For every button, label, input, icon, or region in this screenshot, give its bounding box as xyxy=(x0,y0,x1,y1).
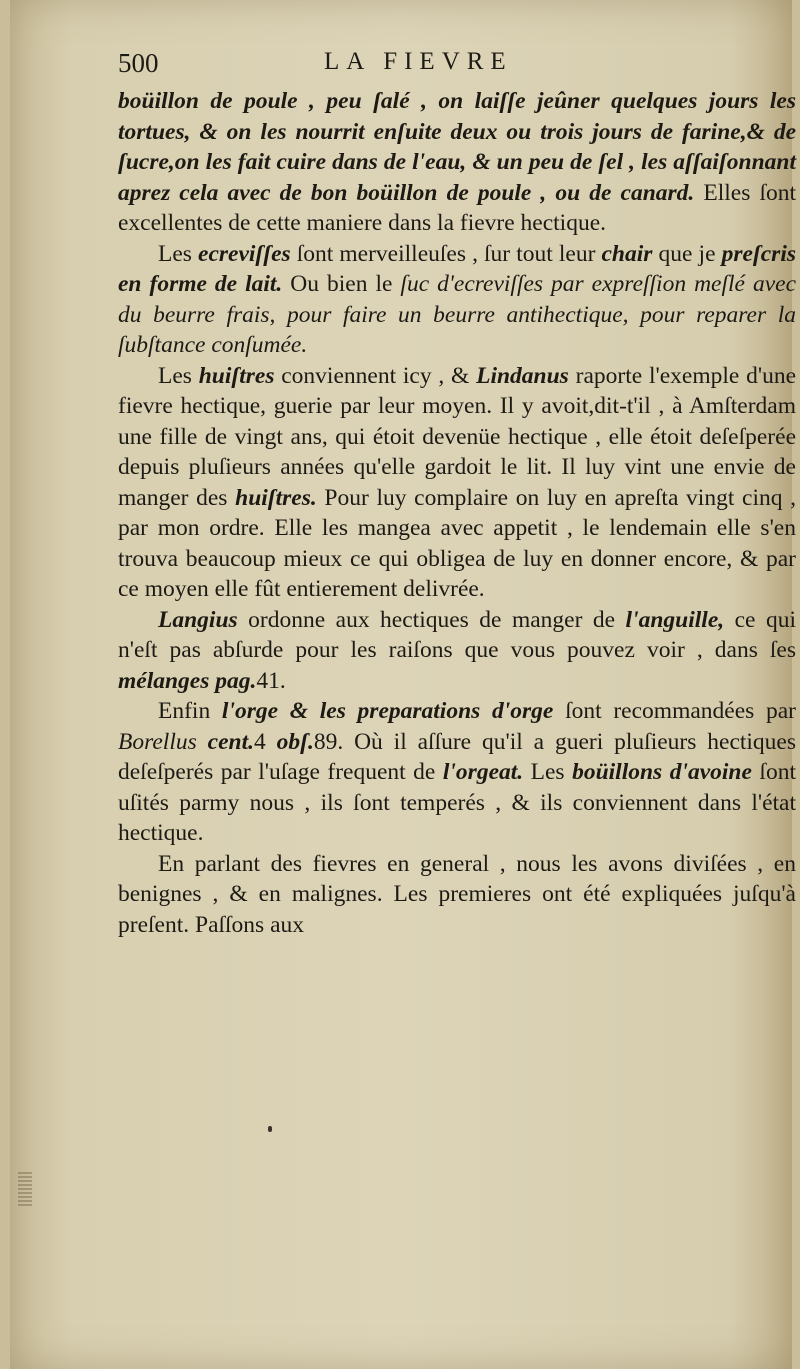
paragraph xyxy=(118,605,796,697)
paragraph xyxy=(118,239,796,361)
text-run: conviennent icy , & xyxy=(274,362,477,389)
italic-text-run: huiſtres xyxy=(198,362,275,389)
text-run: raporte l'exemple d'une fievre hectique, guerie par leur moyen. Il y avoit,dit-t'il , à Amſterdam une fille de vingt ans, qui étoit devenüe hectique , elle étoit deſeſperée depuis pluſieurs années qu'elle gardoit le lit. Il luy vint une envie de manger des xyxy=(118,362,797,511)
italic-text-run: boüillon de poule , peu ſalé , on laiſſe jeûner quelques jours les tortues, & on les nourrit enſuite deux ou trois jours de farine,& de ſucre,on les fait cuire dans de l'eau, & un peu de ſel , les aſſaiſonnant aprez cela avec de bon boüillon de poule , ou de canard. xyxy=(118,88,796,206)
italic-text-run: l'orgeat. xyxy=(442,759,524,785)
body-text xyxy=(118,86,796,940)
book-page xyxy=(10,0,797,1369)
paragraph xyxy=(118,86,796,239)
italic-text-run: Lindanus xyxy=(476,362,569,389)
italic-text-run: Langius xyxy=(158,606,238,633)
text-run: 4 xyxy=(253,728,277,755)
text-run: ſont merveilleuſes , ſur tout leur xyxy=(290,240,602,267)
italic-text-run: mélanges pag. xyxy=(118,667,257,694)
italic-text-run: Borellus xyxy=(118,728,197,755)
italic-text-run: boüillons d'avoine xyxy=(572,759,752,785)
text-run: Enfin xyxy=(158,698,222,724)
text-run: Elles ſont excellentes de cette maniere dans la fievre hectique. xyxy=(118,179,797,236)
paragraph xyxy=(118,361,796,605)
text-run: ſont uſités parmy nous , ils ſont temperés , & ils conviennent dans l'état hectique. xyxy=(118,759,796,846)
text-run: 41. xyxy=(256,667,286,694)
text-run: 89. Où il aſſure qu'il a gueri pluſieurs hectiques deſeſperés par l'uſage frequent de xyxy=(118,728,797,785)
italic-text-run: l'anguille, xyxy=(625,606,725,633)
text-run: ſont recommandées par xyxy=(553,698,796,724)
italic-text-run: obſ. xyxy=(276,728,314,755)
text-run: ce qui n'eſt pas abſurde pour les raiſons que vous pouvez voir , dans ſes xyxy=(118,606,796,663)
text-run: que je xyxy=(652,240,722,267)
page-number: 500 xyxy=(118,48,159,78)
text-run: Ou bien le xyxy=(282,271,401,297)
text-run: ordonne aux hectiques de manger de xyxy=(237,606,626,633)
italic-text-run: ecreviſſes xyxy=(198,240,291,267)
text-run: Les xyxy=(523,759,573,785)
italic-text-run: chair xyxy=(601,240,653,267)
italic-text-run: huiſtres. xyxy=(235,484,317,511)
italic-text-run: preſcris en forme de lait. xyxy=(118,240,796,297)
text-run: Les xyxy=(158,240,199,267)
ink-speck xyxy=(268,1126,272,1132)
running-title: LA FIEVRE xyxy=(324,48,513,75)
page-header xyxy=(118,44,688,84)
text-run: Pour luy complaire on luy en apreſta vingt cinq , par mon ordre. Elle les mangea avec appetit , le lendemain elle s'en trouva beaucoup mieux ce qui obligea de luy en donner encore, & par ce moyen elle fût entierement delivrée. xyxy=(118,484,797,602)
italic-text-run: ſuc d'ecreviſſes par expreſſion meſlé avec du beurre frais, pour faire un beurre antihectique, pour reparer la ſubſtance conſumée. xyxy=(118,271,797,358)
paragraph xyxy=(118,849,796,941)
italic-text-run: l'orge & les preparations d'orge xyxy=(221,698,554,724)
italic-text-run: cent. xyxy=(196,728,254,755)
text-run: En parlant des fievres en general , nous les avons diviſées , en benignes , & en malignes. Les premieres ont été expliquées juſqu'à preſent. Paſſons aux xyxy=(118,850,796,938)
paragraph xyxy=(118,696,796,849)
text-run: Les xyxy=(158,362,199,389)
margin-stamp-mark xyxy=(18,1172,32,1206)
